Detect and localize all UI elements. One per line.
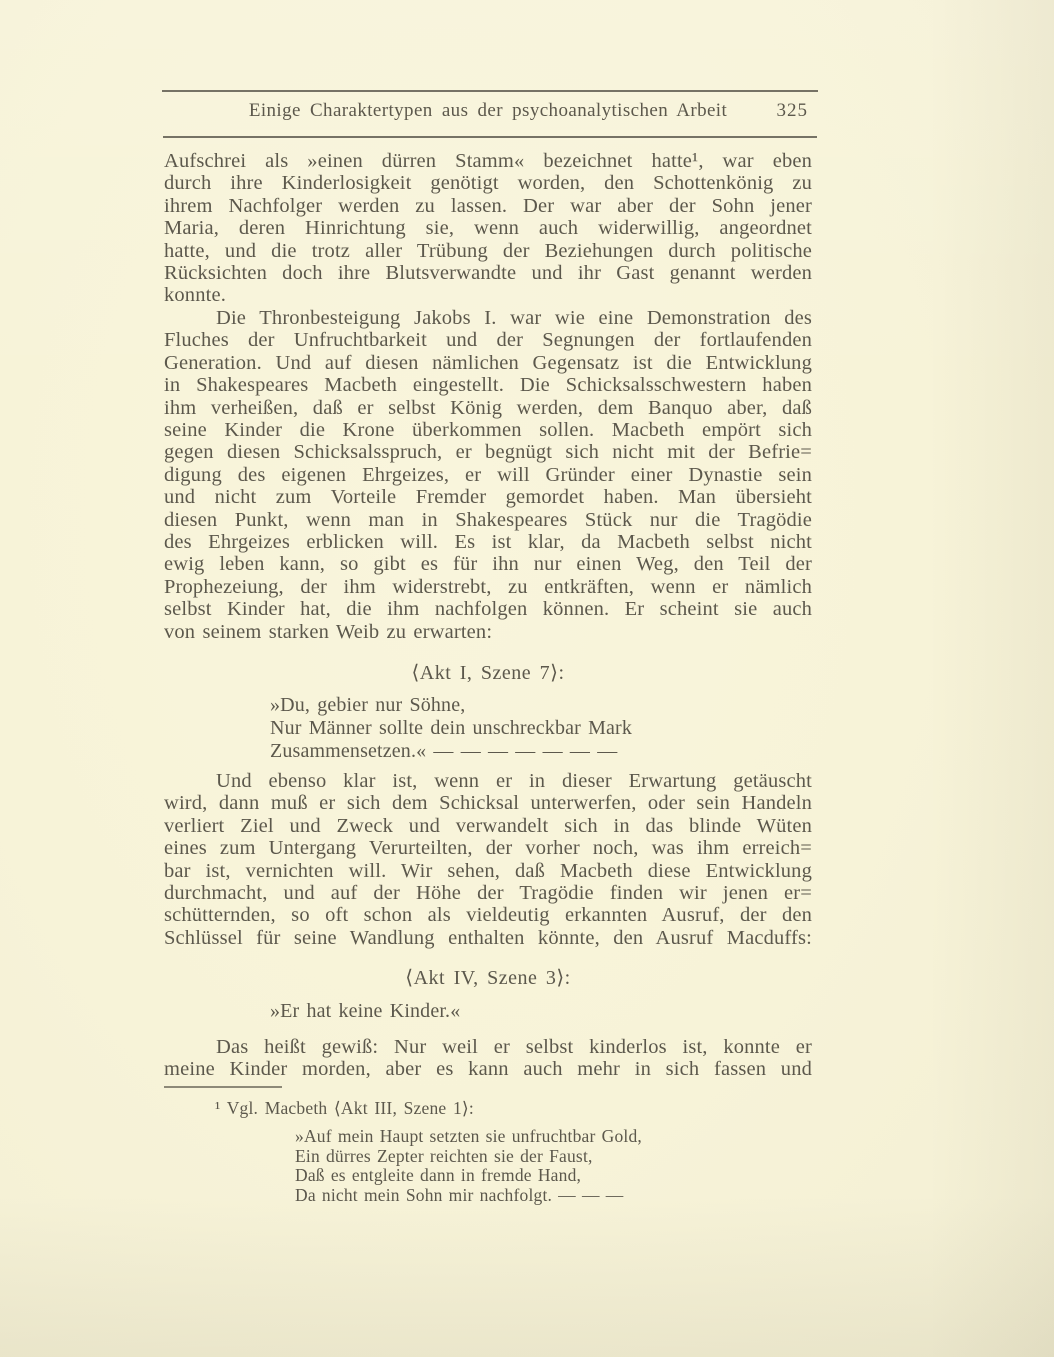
text-line: selbst Kinder hat, die ihm nachfolgen können. Er scheint sie auch <box>164 598 812 621</box>
header-rule-bottom <box>163 136 817 138</box>
paragraph-3 <box>164 770 812 949</box>
page-header <box>164 100 812 126</box>
text-line: ihrem Nachfolger werden zu lassen. Der war aber der Sohn jener <box>164 194 812 217</box>
text-line: konnte. <box>164 284 226 307</box>
text-line: digung des eigenen Ehrgeizes, er will Gründer einer Dynastie sein <box>164 463 812 486</box>
text-line: Rücksichten doch ihre Blutsverwandte und ihr Gast genannt werden <box>164 262 812 285</box>
text-line: Schlüssel für seine Wandlung enthalten könnte, den Ausruf Macduffs: <box>164 926 812 949</box>
footnote-verse <box>295 1127 815 1205</box>
text-line: meine Kinder morden, aber es kann auch mehr in sich fassen und <box>164 1058 812 1081</box>
verse-quote-akt1 <box>270 694 812 762</box>
text-line: diesen Punkt, wenn man in Shakespeares Stück nur die Tragödie <box>164 508 812 531</box>
stage-direction-akt1: ⟨Akt I, Szene 7⟩: <box>411 662 565 684</box>
text-line: und nicht zum Vorteile Fremder gemordet haben. Man übersieht <box>164 486 812 509</box>
text-line: wird, dann muß er sich dem Schicksal unterwerfen, oder sein Handeln <box>164 792 812 815</box>
paragraph-1 <box>164 150 812 307</box>
footnote-separator-rule <box>164 1086 282 1088</box>
text-line: ewig leben kann, so gibt es für ihn nur einen Weg, den Teil der <box>164 553 812 576</box>
running-title: Einige Charaktertypen aus der psychoanalytischen Arbeit <box>248 100 728 121</box>
text-line: Maria, deren Hinrichtung sie, wenn auch widerwillig, angeordnet <box>164 217 812 240</box>
text-line: Und ebenso klar ist, wenn er in dieser Erwartung getäuscht <box>216 770 812 792</box>
text-line: gegen diesen Schicksalsspruch, er begnügt sich nicht mit der Befrie= <box>164 441 812 464</box>
text-line: durchmacht, und auf der Höhe der Tragödie finden wir jenen er= <box>164 882 812 905</box>
text-line: Da nicht mein Sohn mir nachfolgt. — — — <box>295 1184 624 1205</box>
text-line: »Auf mein Haupt setzten sie unfruchtbar Gold, <box>295 1126 643 1146</box>
verse-quote-akt4 <box>270 1000 812 1023</box>
text-line: seine Kinder die Krone überkommen sollen. Macbeth empört sich <box>164 419 812 442</box>
text-line: ihm verheißen, daß er selbst König werden, dem Banquo aber, daß <box>164 396 812 419</box>
text-line: verliert Ziel und Zweck und verwandelt sich in das blinde Wüten <box>164 814 812 837</box>
text-line: eines zum Untergang Verurteilten, der vorher noch, was ihm erreich= <box>164 837 812 860</box>
text-line: Daß es entgleite dann in fremde Hand, <box>295 1165 582 1186</box>
text-line: Aufschrei als »einen dürren Stamm« bezeichnet hatte¹, war eben <box>164 150 812 172</box>
text-line: »Du, gebier nur Söhne, <box>270 694 466 716</box>
text-line: Fluches der Unfruchtbarkeit und der Segnungen der fortlaufenden <box>164 329 812 352</box>
header-rule-top <box>162 90 818 92</box>
text-line: hatte, und die trotz aller Trübung der Beziehungen durch politische <box>164 239 812 262</box>
text-line: Zusammensetzen.« — — — — — — — <box>270 739 618 762</box>
page-number: 325 <box>776 100 808 121</box>
text-line: Nur Männer sollte dein unschreckbar Mark <box>270 716 632 739</box>
text-line: Das heißt gewiß: Nur weil er selbst kinderlos ist, konnte er <box>216 1036 812 1058</box>
text-line: von seinem starken Weib zu erwarten: <box>164 620 493 643</box>
text-line: bar ist, vernichten will. Wir sehen, daß Macbeth diese Entwicklung <box>164 859 812 882</box>
text-line: Die Thronbesteigung Jakobs I. war wie eine Demonstration des <box>216 307 812 329</box>
text-line: ¹ Vgl. Macbeth ⟨Akt III, Szene 1⟩: <box>215 1098 474 1118</box>
text-line: in Shakespeares Macbeth eingestellt. Die Schicksalsschwestern haben <box>164 374 812 397</box>
text-line: Ein dürres Zepter reichten sie der Faust, <box>295 1145 593 1166</box>
footnote-reference <box>164 1098 812 1119</box>
text-line: Generation. Und auf diesen nämlichen Gegensatz ist die Entwicklung <box>164 351 812 374</box>
paragraph-2 <box>164 307 812 643</box>
text-line: »Er hat keine Kinder.« <box>270 1000 461 1022</box>
stage-direction-akt4: ⟨Akt IV, Szene 3⟩: <box>405 967 571 989</box>
text-line: durch ihre Kinderlosigkeit genötigt worden, den Schottenkönig zu <box>164 172 812 195</box>
text-line: des Ehrgeizes erblicken will. Es ist klar, da Macbeth selbst nicht <box>164 531 812 554</box>
text-line: Prophezeiung, der ihm widerstrebt, zu entkräften, wenn er nämlich <box>164 575 812 598</box>
paragraph-4 <box>164 1036 812 1081</box>
text-line: schütternden, so oft schon als vieldeutig erkannten Ausruf, der den <box>164 904 812 927</box>
